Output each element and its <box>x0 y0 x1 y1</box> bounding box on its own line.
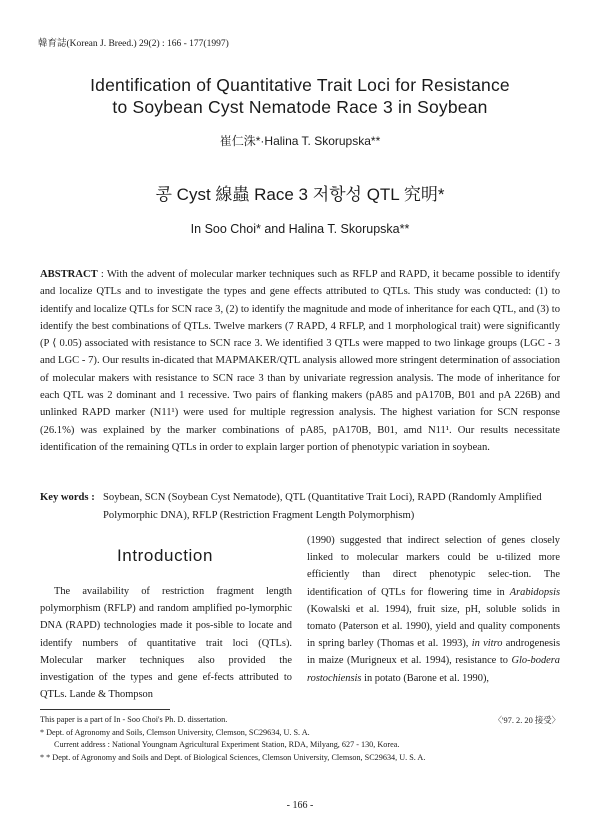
received-date: 〈'97. 2. 20 接受〉 <box>493 716 560 725</box>
keywords-text: Soybean, SCN (Soybean Cyst Nematode), QTL (Quantitative Trait Loci), RAPD (Randomly Amplified Polymorphic DNA), RFLP (Restriction Fragment Length Polymorphism) <box>103 492 542 521</box>
authors-english: In Soo Choi* and Halina T. Skorupska** <box>190 222 410 236</box>
intro-right-text-b: (Kowalski et al. 1994), fruit size, pH, soluble solids in tomato (Paterson et al. 1990), yield and quality components in spring barley (Thomas et al. 1993), <box>307 603 560 650</box>
intro-right-italic-invitro: in vitro <box>471 638 503 650</box>
abstract <box>40 266 560 456</box>
authors-native: 崔仁洙*·Halina T. Skorupska** <box>219 134 381 148</box>
page-number: - 166 - <box>286 800 314 811</box>
intro-column-right <box>307 532 560 687</box>
paper-title-korean: 콩 Cyst 線蟲 Race 3 저항성 QTL 究明* <box>155 185 445 204</box>
paper-title-line-2: to Soybean Cyst Nematode Race 3 in Soybean <box>112 97 488 117</box>
abstract-label: ABSTRACT <box>40 269 98 280</box>
footnote-affiliation-1: * Dept. of Agronomy and Soils, Clemson University, Clemson, SC29634, U. S. A. <box>40 728 310 737</box>
footnote-current-address: Current address : National Youngnam Agricultural Experiment Station, RDA, Milyang, 627 - 130, Korea. <box>54 740 400 749</box>
intro-right-text-d: in potato (Barone et al. 1990), <box>361 672 490 684</box>
intro-right-italic-arabidopsis: Arabidopsis <box>509 586 560 598</box>
intro-right-text-c: androgenesis in maize (Murigneux et al. 1994), resistance to <box>307 638 560 667</box>
abstract-text: : With the advent of molecular marker techniques such as RFLP and RAPD, it became possible to identify and localize QTLs and to investigate the types and gene effects attributed to QTLs. This study was conducted: (1) to identify and localize QTLs for SCN race 3, (2) to identify the magnitude and mode of inheritance for each QTL, and (3) to identify the best combinations of QTLs. Twelve markers (7 RAPD, 4 RFLP, and 1 morphological trait) were significantly (P ⟨ 0.05) associated with resistance to SCN race 3. We identified 3 QTLs were mapped to two linkage groups (LGC - 3 and LGC - 7). Our results in-dicated that MAPMAKER/QTL analysis allowed more stringent determination of association of molecular makers with resistance to SCN race 3 than by univariate regression analysis. The mode of inheritance for each QTL was 2 dominant and 1 recessive. Two pairs of flanking makers (pA85 and pA170B, B01 and pA 226B) and unlinked RAPD marker (N11¹) were used for multiple regression analysis. The highest variation for SCN response (26.1%) was explained by the marker combinations of pA85, pA170B, B01, amd N11¹. Our results necessitate identification of the remaining QTLs in order to explain larger portion of phenotypic variation in soybean. <box>40 269 560 453</box>
intro-right-italic-globodera: Glo-bodera rostochiensis <box>307 655 560 684</box>
section-heading-introduction: Introduction <box>116 546 214 565</box>
paper-title-line-1: Identification of Quantitative Trait Loci for Resistance <box>90 75 510 95</box>
footnote-divider <box>40 709 170 710</box>
keywords-label: Key words : <box>40 492 95 503</box>
journal-citation: 韓育誌(Korean J. Breed.) 29(2) : 166 - 177(1997) <box>38 39 229 49</box>
footnote-affiliation-2: * * Dept. of Agronomy and Soils and Dept. of Biological Sciences, Clemson University, Clemson, SC29634, U. S. A. <box>40 753 426 762</box>
intro-column-left: The availability of restriction fragment length polymorphism (RFLP) and random amplified po-lymorphic DNA (RAPD) technologies made it pos-sible to locate and identify numbers of quantitative trait loci (QTLs). Molecular marker techniques also provided the investigation of the types and gene ef-fects attributed to QTLs. Lande & Thompson <box>40 586 292 701</box>
intro-right-text-a: (1990) suggested that indirect selection of genes closely linked to molecular markers could be u-tilized more efficiently than direct phenotypic selec-tion. The identification of QTLs for flowering time in <box>307 535 560 598</box>
paper-title <box>40 74 560 118</box>
footnote-dissertation: This paper is a part of In - Soo Choi's Ph. D. dissertation. <box>40 715 228 724</box>
